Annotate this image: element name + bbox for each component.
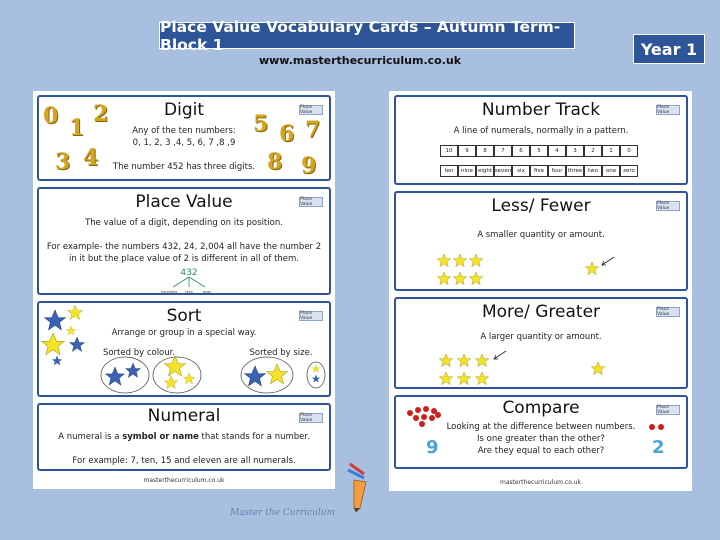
logo-text: Master the Curriculum xyxy=(230,508,336,518)
left-sheet xyxy=(33,91,335,489)
counter-icon xyxy=(407,410,413,416)
numeral-text-bold: symbol or name xyxy=(122,432,199,442)
card-title: More/ Greater xyxy=(481,302,601,322)
compare-numeral-right: 2 xyxy=(652,437,665,458)
numeral-text-pre: A numeral is a xyxy=(58,432,123,442)
sheet-footer-url: masterthecurriculum.co.uk xyxy=(143,477,225,484)
pencil-logo-icon xyxy=(344,460,374,520)
card-text xyxy=(39,431,329,443)
counter-icon xyxy=(423,406,429,412)
tag-place-value: Place Value xyxy=(299,311,323,321)
track-cell: ten xyxy=(440,165,458,177)
star-icon xyxy=(437,254,450,267)
card-title: Sort xyxy=(166,306,202,326)
counter-icon xyxy=(413,415,419,421)
card-more-greater xyxy=(394,297,688,389)
track-cell: 1 xyxy=(602,145,620,157)
star-icon xyxy=(69,337,84,351)
star-icon xyxy=(475,354,488,367)
track-cell: 5 xyxy=(530,145,548,157)
card-text: For example- the numbers 432, 24, 2,004 all have the number 2 xyxy=(46,242,322,252)
diagram-number: 432 xyxy=(180,268,198,278)
star-icon xyxy=(164,376,177,389)
star-icon xyxy=(66,326,76,335)
digit-7-icon: 7 xyxy=(305,117,321,143)
tag-place-value: Place Value xyxy=(299,105,323,115)
star-icon xyxy=(183,373,194,384)
star-icon xyxy=(453,272,466,285)
card-text: 0, 1, 2, 3 ,4, 5, 6, 7 ,8 ,9 xyxy=(132,138,236,148)
card-text: For example: 7, ten, 15 and eleven are all numerals. xyxy=(72,456,296,466)
card-text: Is one greater than the other? xyxy=(477,434,605,444)
tag-place-value: Place Value xyxy=(656,105,680,115)
counter-icon xyxy=(649,424,655,430)
track-cell: 7 xyxy=(494,145,512,157)
track-cell: four xyxy=(548,165,566,177)
track-cell: one xyxy=(602,165,620,177)
site-url: www.masterthecurriculum.co.uk xyxy=(258,54,462,67)
star-icon xyxy=(42,333,65,355)
card-text: The value of a digit, depending on its position. xyxy=(85,218,283,228)
tag-place-value: Place Value xyxy=(656,307,680,317)
counter-icon xyxy=(429,415,435,421)
counter-icon xyxy=(658,424,664,430)
more-stars-illustration xyxy=(396,299,688,389)
track-cell: 8 xyxy=(476,145,494,157)
star-icon xyxy=(106,367,125,385)
track-cell: eight xyxy=(476,165,494,177)
tag-place-value: Place Value xyxy=(299,197,323,207)
track-cell: three xyxy=(566,165,584,177)
star-icon xyxy=(125,363,140,377)
star-icon xyxy=(457,372,470,385)
star-icon xyxy=(585,262,598,275)
digit-0-icon: 0 xyxy=(43,103,59,129)
track-cell: zero xyxy=(620,165,638,177)
card-title: Compare xyxy=(502,398,580,418)
star-icon xyxy=(591,362,604,375)
right-sheet xyxy=(389,91,692,491)
compare-numeral-left: 9 xyxy=(426,437,439,458)
card-title: Place Value xyxy=(135,192,233,212)
card-title: Digit xyxy=(164,100,204,120)
track-cell: nine xyxy=(458,165,476,177)
numeral-text-post: that stands for a number. xyxy=(198,432,310,442)
card-title: Numeral xyxy=(147,406,221,426)
card-text: A smaller quantity or amount. xyxy=(477,230,605,240)
number-track-digits xyxy=(440,145,638,157)
star-icon xyxy=(67,305,82,319)
track-cell: 6 xyxy=(512,145,530,157)
star-icon xyxy=(312,365,320,372)
star-icon xyxy=(439,372,452,385)
card-digit xyxy=(37,95,331,181)
card-text: A line of numerals, normally in a pattern. xyxy=(453,126,629,136)
sort-label-size: Sorted by size. xyxy=(249,348,313,358)
tag-place-value: Place Value xyxy=(656,405,680,415)
digit-1-icon: 1 xyxy=(69,115,85,141)
star-icon xyxy=(312,375,320,382)
digit-9-icon: 9 xyxy=(301,153,317,179)
card-place-value xyxy=(37,187,331,295)
digit-8-icon: 8 xyxy=(267,149,283,175)
card-number-track xyxy=(394,95,688,185)
star-icon xyxy=(457,354,470,367)
digit-3-icon: 3 xyxy=(55,149,71,175)
page-title: Place Value Vocabulary Cards – Autumn Term- Block 1 xyxy=(159,22,575,49)
track-cell: seven xyxy=(494,165,512,177)
digit-6-icon: 6 xyxy=(279,121,295,147)
sheet-footer-url: masterthecurriculum.co.uk xyxy=(500,479,581,486)
track-cell: 0 xyxy=(620,145,638,157)
sort-stars-illustration xyxy=(39,303,331,397)
star-icon xyxy=(52,356,62,365)
star-icon xyxy=(469,272,482,285)
card-title: Less/ Fewer xyxy=(491,196,591,216)
track-cell: 10 xyxy=(440,145,458,157)
star-icon xyxy=(267,364,288,384)
counter-icon xyxy=(415,407,421,413)
track-cell: 3 xyxy=(566,145,584,157)
star-icon xyxy=(475,372,488,385)
card-compare xyxy=(394,395,688,469)
star-icon xyxy=(469,254,482,267)
star-icon xyxy=(439,354,452,367)
card-text: Any of the ten numbers: xyxy=(132,126,236,136)
number-track-words xyxy=(440,165,638,177)
digit-4-icon: 4 xyxy=(83,145,99,171)
year-badge: Year 1 xyxy=(633,34,705,64)
card-numeral xyxy=(37,403,331,471)
card-text: A larger quantity or amount. xyxy=(480,332,602,342)
card-text: Looking at the difference between numbers. xyxy=(446,422,636,432)
card-text: The number 452 has three digits. xyxy=(112,162,256,172)
star-icon xyxy=(245,366,266,386)
star-icon xyxy=(45,310,66,330)
track-cell: 9 xyxy=(458,145,476,157)
track-cell: two xyxy=(584,165,602,177)
track-cell: 4 xyxy=(548,145,566,157)
place-value-diagram xyxy=(159,267,219,295)
counter-icon xyxy=(421,414,427,420)
tag-place-value: Place Value xyxy=(656,201,680,211)
card-less-fewer xyxy=(394,191,688,291)
card-text: Are they equal to each other? xyxy=(477,446,605,456)
counter-icon xyxy=(419,421,425,427)
track-cell: five xyxy=(530,165,548,177)
diagram-label-ones: ones xyxy=(202,290,212,294)
compare-counters-illustration xyxy=(396,397,688,469)
counter-icon xyxy=(435,412,441,418)
card-sort xyxy=(37,301,331,397)
card-title: Number Track xyxy=(481,100,601,120)
diagram-label-hundreds: hundreds xyxy=(160,290,178,294)
less-stars-illustration xyxy=(396,193,688,291)
card-text: Arrange or group in a special way. xyxy=(111,328,257,338)
card-text: in it but the place value of 2 is different in all of them. xyxy=(68,254,299,264)
star-icon xyxy=(437,272,450,285)
star-icon xyxy=(165,356,186,376)
star-icon xyxy=(453,254,466,267)
sort-label-colour: Sorted by colour. xyxy=(102,348,176,358)
diagram-label-tens: tens xyxy=(185,290,193,294)
digit-2-icon: 2 xyxy=(93,101,109,127)
tag-place-value: Place Value xyxy=(299,413,323,423)
track-cell: six xyxy=(512,165,530,177)
track-cell: 2 xyxy=(584,145,602,157)
digit-5-icon: 5 xyxy=(253,111,269,137)
